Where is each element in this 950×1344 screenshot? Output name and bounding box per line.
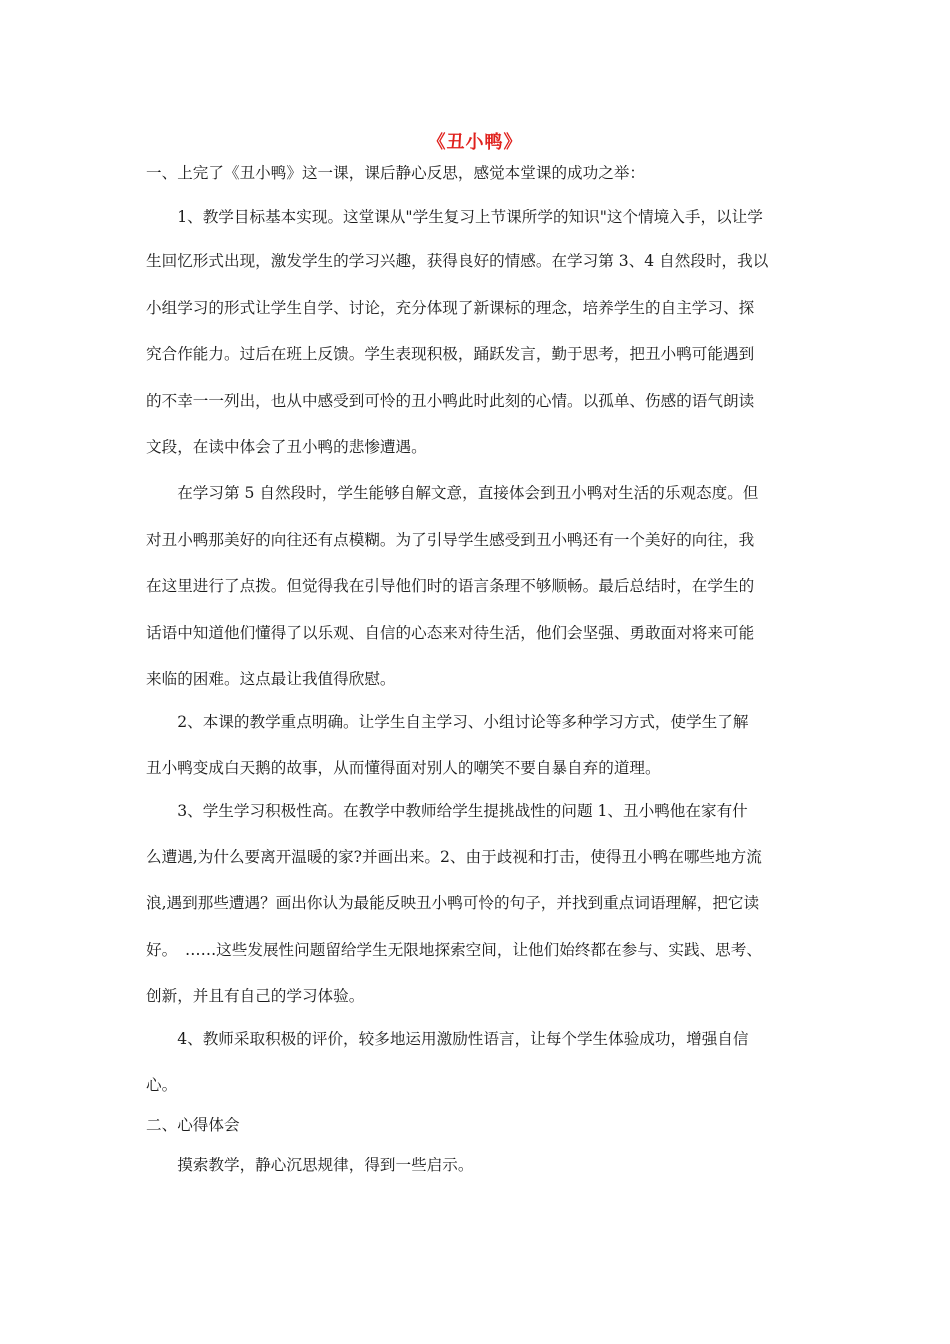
- text-line: 究合作能力。过后在班上反馈。学生表现积极，踊跃发言，勤于思考，把丑小鸭可能遇到: [146, 345, 755, 363]
- text-line: 话语中知道他们懂得了以乐观、自信的心态来对待生活，他们会坚强、勇敢面对将来可能: [146, 624, 755, 642]
- text-line: 在学习第 5 自然段时，学生能够自解文意，直接体会到丑小鸭对生活的乐观态度。但: [146, 484, 759, 502]
- text-line: 丑小鸭变成白天鹅的故事，从而懂得面对别人的嘲笑不要自暴自弃的道理。: [146, 759, 661, 777]
- text-line: 来临的困难。这点最让我值得欣慰。: [146, 670, 396, 688]
- text-line: 2、本课的教学重点明确。让学生自主学习、小组讨论等多种学习方式，使学生了解: [146, 713, 749, 731]
- document-title: 《丑小鸭》: [427, 132, 523, 153]
- text-line: 好。 ……这些发展性问题留给学生无限地探索空间，让他们始终都在参与、实践、思考、: [146, 941, 762, 959]
- text-line: 生回忆形式出现，激发学生的学习兴趣，获得良好的情感。在学习第 3、4 自然段时，我以: [146, 252, 769, 270]
- text-line: 对丑小鸭那美好的向往还有点模糊。为了引导学生感受到丑小鸭还有一个美好的向往，我: [146, 531, 755, 549]
- text-line: 浪,遇到那些遭遇？画出你认为最能反映丑小鸭可怜的句子，并找到重点词语理解，把它读: [146, 894, 760, 912]
- text-line: 么遭遇,为什么要离开温暖的家?并画出来。2、由于歧视和打击，使得丑小鸭在哪些地方流: [146, 848, 762, 866]
- text-line: 的不幸一一列出，也从中感受到可怜的丑小鸭此时此刻的心情。以孤单、伤感的语气朗读: [146, 392, 755, 410]
- text-line: 创新，并且有自己的学习体验。: [146, 987, 365, 1005]
- text-line: 心。: [146, 1076, 178, 1094]
- text-line: 在这里进行了点拨。但觉得我在引导他们时的语言条理不够顺畅。最后总结时，在学生的: [146, 577, 755, 595]
- text-line: 文段，在读中体会了丑小鸭的悲惨遭遇。: [146, 438, 427, 456]
- text-line: 小组学习的形式让学生自学、讨论，充分体现了新课标的理念，培养学生的自主学习、探: [146, 299, 755, 317]
- text-line: 1、教学目标基本实现。这堂课从"学生复习上节课所学的知识"这个情境入手，以让学: [146, 208, 763, 226]
- text-line: 一、上完了《丑小鸭》这一课，课后静心反思，感觉本堂课的成功之举：: [146, 164, 646, 182]
- text-line: 摸索教学，静心沉思规律，得到一些启示。: [146, 1156, 474, 1174]
- text-line: 3、学生学习积极性高。在教学中教师给学生提挑战性的问题 1、丑小鸭他在家有什: [146, 802, 748, 820]
- text-line: 4、教师采取积极的评价，较多地运用激励性语言，让每个学生体验成功，增强自信: [146, 1030, 749, 1048]
- section-heading: 二、心得体会: [146, 1116, 240, 1134]
